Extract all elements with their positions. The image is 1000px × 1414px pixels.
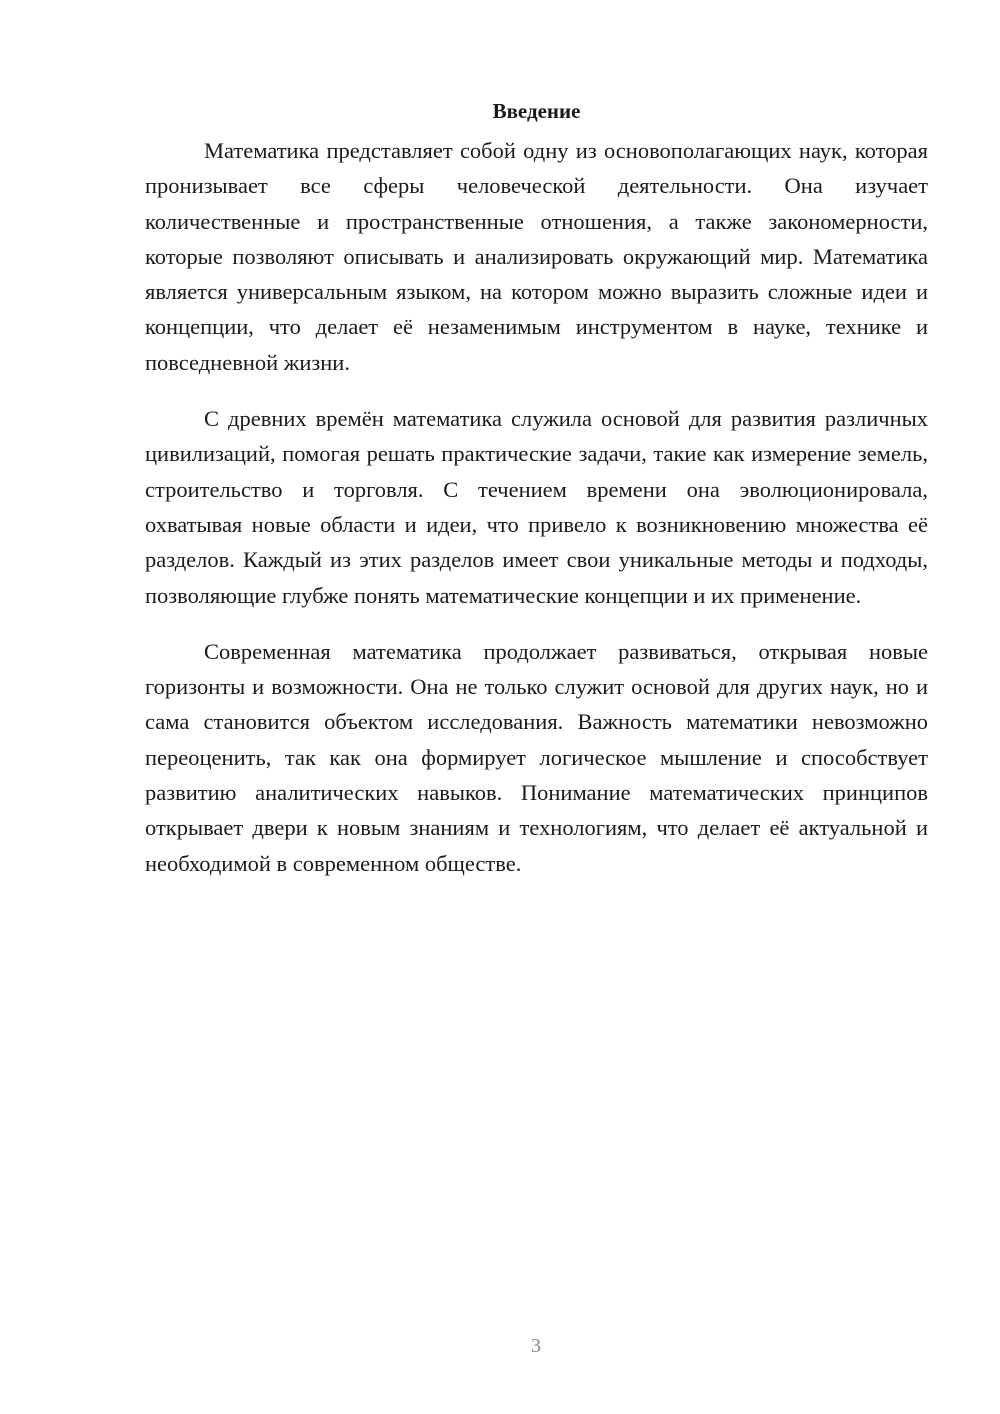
page-content [145,97,928,881]
paragraph-3: Современная математика продолжает развиваться, открывая новые горизонты и возможности. Она не только служит основой для других наук, но и сама становится объектом исследования. Важность математики невозможно переоценить, так как она формирует логическое мышление и способствует развитию аналитических навыков. Понимание математических принципов открывает двери к новым знаниям и технологиям, что делает её актуальной и необходимой в современном обществе. [145,638,928,876]
page-number: 3 [531,1335,541,1357]
section-heading: Введение [492,99,581,123]
paragraph-1: Математика представляет собой одну из основополагающих наук, которая пронизывает все сферы человеческой деятельности. Она изучает количественные и пространственные отношения, а также закономерности, которые позволяют описывать и анализировать окружающий мир. Математика является универсальным языком, на котором можно выразить сложные идеи и концепции, что делает её незаменимым инструментом в науке, технике и повседневной жизни. [145,138,928,375]
paragraph-2: С древних времён математика служила основой для развития различных цивилизаций, помогая решать практические задачи, такие как измерение земель, строительство и торговля. С течением времени она эволюционировала, охватывая новые области и идеи, что привело к возникновению множества её разделов. Каждый из этих разделов имеет свои уникальные методы и подходы, позволяющие глубже понять математические концепции и их применение. [145,406,928,608]
